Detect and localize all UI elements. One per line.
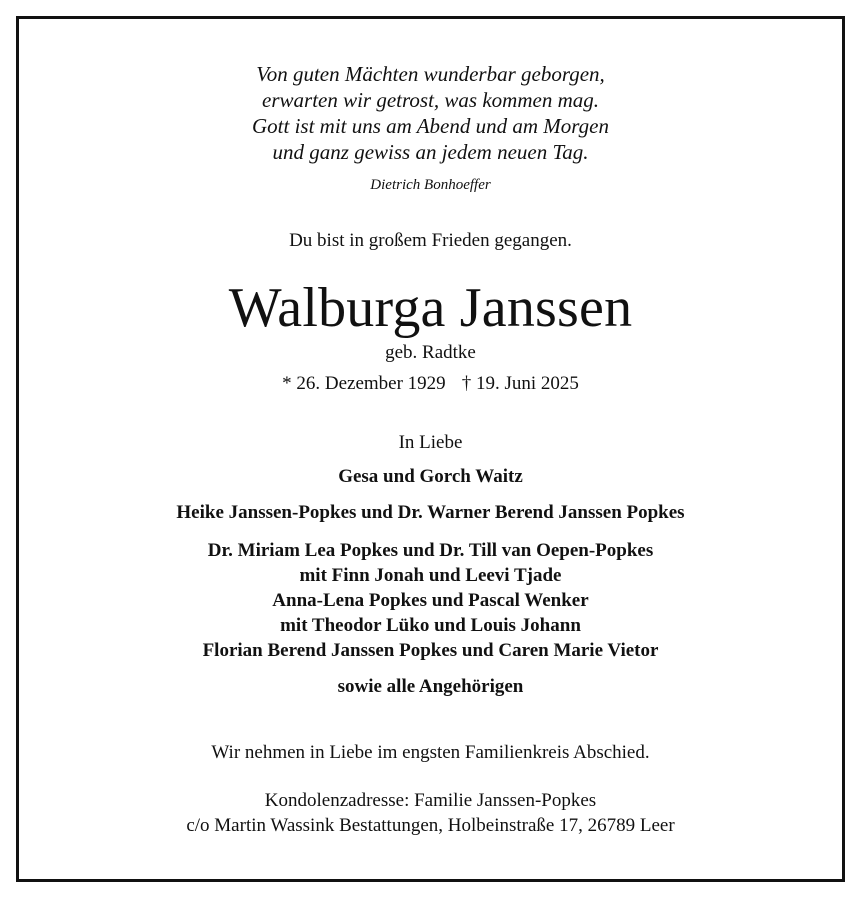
death-date: † 19. Juni 2025: [461, 373, 579, 394]
poem-author: Dietrich Bonhoeffer: [370, 177, 491, 193]
mourners-group-1: Gesa und Gorch Waitz: [338, 466, 523, 487]
poem-line-1: Von guten Mächten wunderbar geborgen,: [256, 62, 605, 86]
life-dates: [0, 373, 861, 395]
farewell-text: Wir nehmen in Liebe im engsten Familienkreis Abschied.: [211, 742, 650, 763]
maiden-name: geb. Radtke: [385, 342, 476, 363]
mourners-intro: In Liebe: [398, 432, 463, 453]
mourners-group-3-line-5: Florian Berend Janssen Popkes und Caren Marie Vietor: [202, 640, 659, 661]
mourners-group-3-line-2: mit Finn Jonah und Leevi Tjade: [299, 565, 562, 586]
poem-line-2: erwarten wir getrost, was kommen mag.: [262, 88, 599, 112]
poem-line-4: und ganz gewiss an jedem neuen Tag.: [272, 140, 589, 164]
birth-date: * 26. Dezember 1929: [282, 373, 446, 394]
intro-text: Du bist in großem Frieden gegangen.: [289, 230, 572, 251]
deceased-name: Walburga Janssen: [228, 277, 633, 339]
mourners-group-3-line-1: Dr. Miriam Lea Popkes und Dr. Till van Oepen-Popkes: [207, 540, 654, 561]
condolence-line-1: Kondolenzadresse: Familie Janssen-Popkes: [264, 790, 597, 811]
mourners-group-2: Heike Janssen-Popkes und Dr. Warner Berend Janssen Popkes: [176, 502, 685, 523]
poem-line-3: Gott ist mit uns am Abend und am Morgen: [252, 114, 609, 138]
mourners-closing: sowie alle Angehörigen: [337, 676, 524, 697]
condolence-line-2: c/o Martin Wassink Bestattungen, Holbeinstraße 17, 26789 Leer: [186, 815, 675, 836]
mourners-group-3-line-4: mit Theodor Lüko und Louis Johann: [280, 615, 581, 636]
mourners-group-3-line-3: Anna-Lena Popkes und Pascal Wenker: [272, 590, 589, 611]
